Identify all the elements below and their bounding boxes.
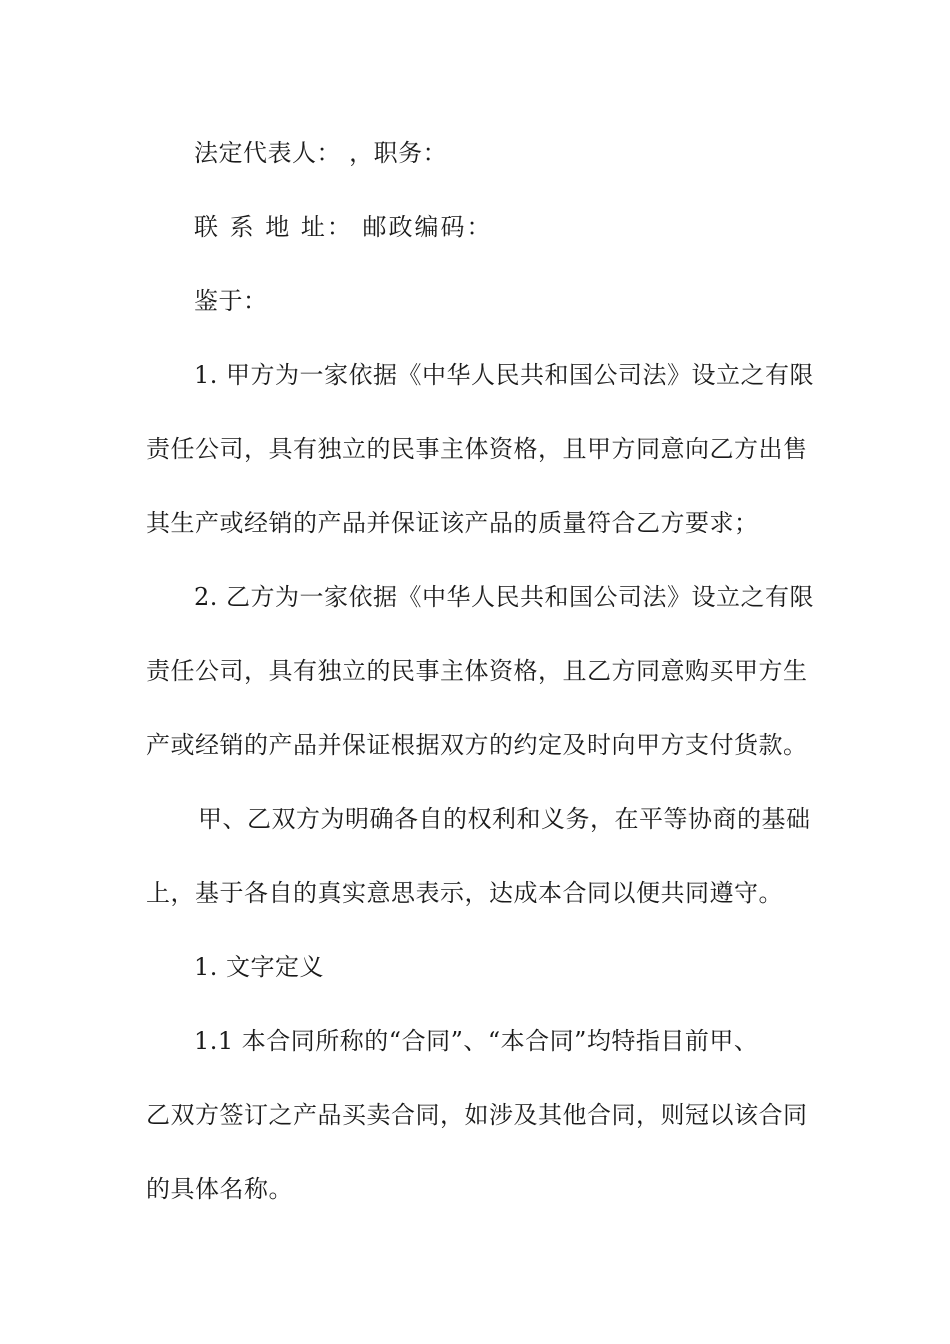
agreement-paragraph-line-1: 甲、乙双方为明确各自的权利和义务，在平等协商的基础: [198, 805, 811, 833]
clause-1-line-2: 责任公司，具有独立的民事主体资格，且甲方同意向乙方出售: [146, 435, 808, 463]
whereas-heading: 鉴于：: [194, 287, 268, 315]
legal-representative-line: 法定代表人： ，职务：: [194, 139, 448, 167]
section-1-1-line-3: 的具体名称。: [146, 1175, 293, 1203]
clause-2-line-1: 2. 乙方为一家依据《中华人民共和国公司法》设立之有限: [194, 583, 815, 611]
contact-address-line: 联 系 地 址： 邮政编码：: [194, 213, 493, 241]
section-1-1-line-2: 乙双方签订之产品买卖合同，如涉及其他合同，则冠以该合同: [146, 1101, 808, 1129]
section-1-heading: 1. 文字定义: [194, 953, 325, 981]
clause-2-line-2: 责任公司，具有独立的民事主体资格，且乙方同意购买甲方生: [146, 657, 808, 685]
section-1-1-line-1: 1.1 本合同所称的“合同”、“本合同”均特指目前甲、: [194, 1027, 759, 1055]
clause-1-line-1: 1. 甲方为一家依据《中华人民共和国公司法》设立之有限: [194, 361, 815, 389]
clause-2-line-3: 产或经销的产品并保证根据双方的约定及时向甲方支付货款。: [146, 731, 808, 759]
clause-1-line-3: 其生产或经销的产品并保证该产品的质量符合乙方要求；: [146, 509, 759, 537]
agreement-paragraph-line-2: 上，基于各自的真实意思表示，达成本合同以便共同遵守。: [146, 879, 783, 907]
